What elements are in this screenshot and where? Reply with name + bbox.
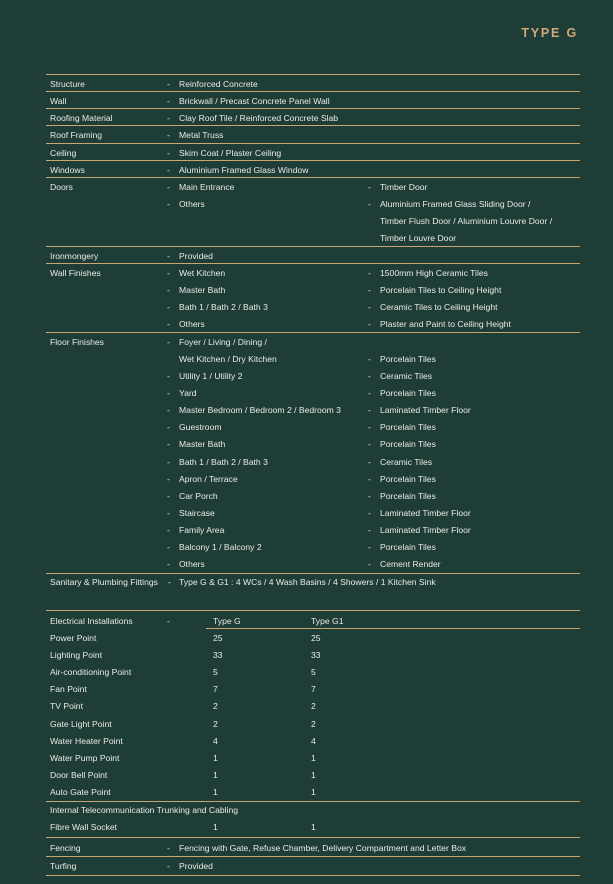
finish: Ceramic Tiles — [380, 457, 433, 467]
section-label: Turfing — [50, 861, 77, 871]
spec-label: Roof Framing — [50, 130, 103, 140]
dash: - — [167, 79, 170, 89]
cell: 1 — [213, 753, 218, 763]
divider — [46, 177, 580, 178]
column-header: Type G1 — [311, 616, 344, 626]
area: Master Bath — [179, 285, 226, 295]
spec-value: Clay Roof Tile / Reinforced Concrete Slab — [179, 113, 339, 123]
cell: 7 — [213, 684, 218, 694]
dash: - — [368, 525, 371, 535]
spec-value: Skim Coat / Plaster Ceiling — [179, 148, 282, 158]
area: Bath 1 / Bath 2 / Bath 3 — [179, 457, 268, 467]
finish: Timber Flush Door / Aluminium Louvre Door / — [380, 216, 553, 226]
dash: - — [167, 559, 170, 569]
spec-value: Provided — [179, 861, 213, 871]
dash: - — [168, 577, 171, 587]
finish: Porcelain Tiles to Ceiling Height — [380, 285, 502, 295]
cell: 5 — [213, 667, 218, 677]
section-label: Fencing — [50, 843, 81, 853]
page-title: TYPE G — [521, 26, 578, 40]
finish: Ceramic Tiles to Ceiling Height — [380, 302, 498, 312]
finish: 1500mm High Ceramic Tiles — [380, 268, 488, 278]
divider — [46, 332, 580, 333]
dash: - — [167, 148, 170, 158]
dash: - — [167, 319, 170, 329]
spec-value: Provided — [179, 251, 213, 261]
finish: Ceramic Tiles — [380, 371, 433, 381]
row-label: Water Heater Point — [50, 736, 123, 746]
dash: - — [167, 285, 170, 295]
area: Yard — [179, 388, 197, 398]
finish: Cement Render — [380, 559, 441, 569]
cell: 2 — [213, 719, 218, 729]
cell: 2 — [311, 701, 316, 711]
spec-value: Aluminium Framed Glass Window — [179, 165, 309, 175]
area: Wet Kitchen — [179, 268, 226, 278]
area: Car Porch — [179, 491, 218, 501]
dash: - — [368, 457, 371, 467]
area: Master Bedroom / Bedroom 2 / Bedroom 3 — [179, 405, 341, 415]
divider — [46, 801, 580, 802]
dash: - — [167, 113, 170, 123]
spec-value: Fencing with Gate, Refuse Chamber, Delivery Compartment and Letter Box — [179, 843, 467, 853]
area: Guestroom — [179, 422, 222, 432]
area: Bath 1 / Bath 2 / Bath 3 — [179, 302, 268, 312]
finish: Porcelain Tiles — [380, 354, 436, 364]
finish: Porcelain Tiles — [380, 388, 436, 398]
divider — [46, 143, 580, 144]
finish: Aluminium Framed Glass Sliding Door / — [380, 199, 531, 209]
dash: - — [167, 457, 170, 467]
dash: - — [167, 130, 170, 140]
dash: - — [167, 165, 170, 175]
row-label: Gate Light Point — [50, 719, 112, 729]
spec-value: Metal Truss — [179, 130, 224, 140]
dash: - — [368, 559, 371, 569]
cell: 2 — [213, 701, 218, 711]
column-header: Type G — [213, 616, 241, 626]
area: Others — [179, 559, 205, 569]
cell: 2 — [311, 719, 316, 729]
cell: 1 — [213, 770, 218, 780]
divider — [46, 875, 580, 876]
dash: - — [368, 474, 371, 484]
section-label: Sanitary & Plumbing Fittings — [50, 577, 158, 587]
area: Others — [179, 319, 205, 329]
cell: 1 — [311, 753, 316, 763]
divider — [46, 108, 580, 109]
area: Staircase — [179, 508, 215, 518]
dash: - — [368, 491, 371, 501]
spec-label: Windows — [50, 165, 85, 175]
area: Main Entrance — [179, 182, 235, 192]
section-label: Floor Finishes — [50, 337, 104, 347]
row-label: Lighting Point — [50, 650, 103, 660]
spec-label: Structure — [50, 79, 85, 89]
divider — [46, 263, 580, 264]
dash: - — [167, 616, 170, 626]
dash: - — [167, 491, 170, 501]
finish: Timber Door — [380, 182, 428, 192]
dash: - — [368, 199, 371, 209]
dash: - — [368, 508, 371, 518]
spec-value: Reinforced Concrete — [179, 79, 258, 89]
spec-label: Roofing Material — [50, 113, 113, 123]
dash: - — [167, 268, 170, 278]
row-label: Power Point — [50, 633, 97, 643]
cell: 1 — [213, 787, 218, 797]
dash: - — [167, 302, 170, 312]
dash: - — [368, 439, 371, 449]
divider — [46, 125, 580, 126]
finish: Porcelain Tiles — [380, 474, 436, 484]
dash: - — [368, 388, 371, 398]
divider — [46, 160, 580, 161]
cell: 5 — [311, 667, 316, 677]
area: Others — [179, 199, 205, 209]
dash: - — [368, 542, 371, 552]
dash: - — [167, 251, 170, 261]
row-label: Door Bell Point — [50, 770, 108, 780]
area: Utility 1 / Utility 2 — [179, 371, 243, 381]
finish: Porcelain Tiles — [380, 422, 436, 432]
dash: - — [368, 302, 371, 312]
spec-value: Brickwall / Precast Concrete Panel Wall — [179, 96, 330, 106]
finish: Laminated Timber Floor — [380, 508, 471, 518]
dash: - — [368, 285, 371, 295]
dash: - — [368, 182, 371, 192]
cell: 33 — [311, 650, 321, 660]
finish: Porcelain Tiles — [380, 491, 436, 501]
divider — [46, 610, 580, 611]
cell: 7 — [311, 684, 316, 694]
section-label: Ironmongery — [50, 251, 99, 261]
row-label: TV Point — [50, 701, 83, 711]
dash: - — [167, 525, 170, 535]
finish: Plaster and Paint to Ceiling Height — [380, 319, 511, 329]
section-label: Electrical Installations — [50, 616, 133, 626]
area: Wet Kitchen / Dry Kitchen — [179, 354, 277, 364]
section-label: Internal Telecommunication Trunking and Cabling — [50, 805, 239, 815]
finish: Laminated Timber Floor — [380, 405, 471, 415]
dash: - — [167, 843, 170, 853]
area: Balcony 1 / Balcony 2 — [179, 542, 262, 552]
finish: Porcelain Tiles — [380, 439, 436, 449]
dash: - — [167, 474, 170, 484]
dash: - — [167, 861, 170, 871]
dash: - — [167, 199, 170, 209]
row-label: Fibre Wall Socket — [50, 822, 118, 832]
section-label: Doors — [50, 182, 73, 192]
dash: - — [368, 319, 371, 329]
spec-value: Type G & G1 : 4 WCs / 4 Wash Basins / 4 Showers / 1 Kitchen Sink — [179, 577, 436, 587]
divider — [206, 628, 580, 629]
dash: - — [167, 422, 170, 432]
dash: - — [368, 422, 371, 432]
spec-label: Ceiling — [50, 148, 77, 158]
cell: 1 — [311, 770, 316, 780]
cell: 1 — [311, 822, 316, 832]
area: Master Bath — [179, 439, 226, 449]
cell: 25 — [311, 633, 321, 643]
dash: - — [368, 354, 371, 364]
row-label: Fan Point — [50, 684, 87, 694]
dash: - — [167, 405, 170, 415]
cell: 33 — [213, 650, 223, 660]
divider — [46, 91, 580, 92]
section-label: Wall Finishes — [50, 268, 101, 278]
dash: - — [167, 439, 170, 449]
finish: Porcelain Tiles — [380, 542, 436, 552]
dash: - — [167, 337, 170, 347]
row-label: Water Pump Point — [50, 753, 120, 763]
dash: - — [368, 405, 371, 415]
divider — [46, 246, 580, 247]
dash: - — [368, 268, 371, 278]
row-label: Air-conditioning Point — [50, 667, 132, 677]
divider — [46, 573, 580, 574]
divider — [46, 856, 580, 857]
area: Foyer / Living / Dining / — [179, 337, 267, 347]
dash: - — [167, 508, 170, 518]
area: Apron / Terrace — [179, 474, 238, 484]
spec-label: Wall — [50, 96, 67, 106]
dash: - — [167, 96, 170, 106]
dash: - — [167, 371, 170, 381]
finish: Timber Louvre Door — [380, 233, 457, 243]
area: Family Area — [179, 525, 225, 535]
cell: 4 — [311, 736, 316, 746]
dash: - — [167, 182, 170, 192]
cell: 25 — [213, 633, 223, 643]
row-label: Auto Gate Point — [50, 787, 111, 797]
divider — [46, 837, 580, 838]
dash: - — [368, 371, 371, 381]
cell: 1 — [213, 822, 218, 832]
divider — [46, 74, 580, 75]
dash: - — [167, 388, 170, 398]
cell: 1 — [311, 787, 316, 797]
cell: 4 — [213, 736, 218, 746]
finish: Laminated Timber Floor — [380, 525, 471, 535]
dash: - — [167, 542, 170, 552]
